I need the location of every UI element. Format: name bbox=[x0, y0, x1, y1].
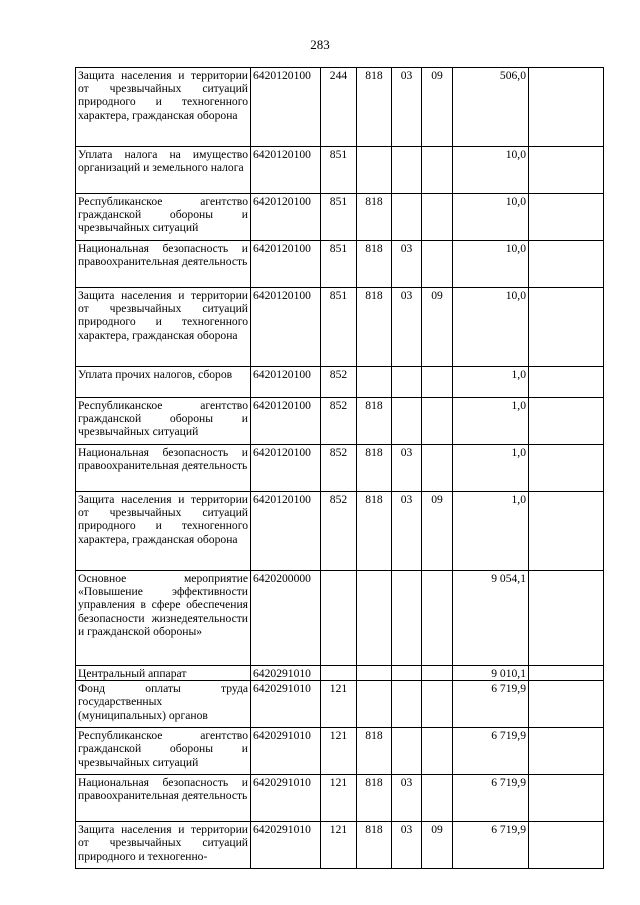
row-subsection-cell bbox=[422, 445, 453, 492]
row-name-cell: Национальная безопасность и правоохранительная деятельность bbox=[76, 241, 251, 288]
page-number: 283 bbox=[310, 37, 330, 52]
row-empty-cell bbox=[529, 666, 604, 681]
row-code-cell: 6420120100 bbox=[251, 288, 321, 367]
row-subsection-cell bbox=[422, 241, 453, 288]
row-section-cell bbox=[392, 147, 422, 194]
table-row bbox=[76, 194, 604, 241]
row-agency-cell bbox=[357, 571, 392, 666]
row-code-cell: 6420120100 bbox=[251, 398, 321, 445]
row-section-cell: 03 bbox=[392, 775, 422, 822]
row-agency-cell: 818 bbox=[357, 68, 392, 147]
row-code-cell: 6420120100 bbox=[251, 492, 321, 571]
row-empty-cell bbox=[529, 398, 604, 445]
row-amount-cell: 1,0 bbox=[453, 398, 529, 445]
row-code-cell: 6420291010 bbox=[251, 666, 321, 681]
row-empty-cell bbox=[529, 288, 604, 367]
row-expense-type-cell: 852 bbox=[321, 398, 357, 445]
row-empty-cell bbox=[529, 822, 604, 869]
table-row bbox=[76, 68, 604, 147]
row-subsection-cell bbox=[422, 775, 453, 822]
row-name-cell: Республиканское агентство гражданской обороны и чрезвычайных ситуаций bbox=[76, 194, 251, 241]
row-empty-cell bbox=[529, 241, 604, 288]
row-code-cell: 6420291010 bbox=[251, 822, 321, 869]
row-amount-cell: 9 010,1 bbox=[453, 666, 529, 681]
row-empty-cell bbox=[529, 147, 604, 194]
row-agency-cell bbox=[357, 666, 392, 681]
table-row bbox=[76, 147, 604, 194]
row-section-cell: 03 bbox=[392, 288, 422, 367]
row-expense-type-cell: 851 bbox=[321, 288, 357, 367]
row-agency-cell bbox=[357, 681, 392, 728]
row-subsection-cell bbox=[422, 367, 453, 398]
row-section-cell bbox=[392, 571, 422, 666]
row-empty-cell bbox=[529, 68, 604, 147]
row-subsection-cell bbox=[422, 194, 453, 241]
row-amount-cell: 1,0 bbox=[453, 445, 529, 492]
row-section-cell bbox=[392, 681, 422, 728]
row-section-cell bbox=[392, 194, 422, 241]
row-empty-cell bbox=[529, 194, 604, 241]
row-expense-type-cell: 121 bbox=[321, 822, 357, 869]
row-amount-cell: 1,0 bbox=[453, 492, 529, 571]
row-code-cell: 6420120100 bbox=[251, 445, 321, 492]
row-name-cell: Защита населения и территории от чрезвычайных ситуаций природного и техногенно- bbox=[76, 822, 251, 869]
row-subsection-cell bbox=[422, 681, 453, 728]
table-row bbox=[76, 822, 604, 869]
row-subsection-cell bbox=[422, 147, 453, 194]
row-subsection-cell bbox=[422, 398, 453, 445]
row-agency-cell: 818 bbox=[357, 398, 392, 445]
table-row bbox=[76, 445, 604, 492]
table-row bbox=[76, 775, 604, 822]
row-name-cell: Уплата налога на имущество организаций и земельного налога bbox=[76, 147, 251, 194]
row-subsection-cell: 09 bbox=[422, 68, 453, 147]
row-name-cell: Защита населения и территории от чрезвычайных ситуаций природного и техногенного характера, гражданская оборона bbox=[76, 288, 251, 367]
row-amount-cell: 506,0 bbox=[453, 68, 529, 147]
row-amount-cell: 1,0 bbox=[453, 367, 529, 398]
row-subsection-cell: 09 bbox=[422, 288, 453, 367]
row-section-cell bbox=[392, 728, 422, 775]
row-empty-cell bbox=[529, 571, 604, 666]
row-section-cell: 03 bbox=[392, 445, 422, 492]
row-agency-cell bbox=[357, 367, 392, 398]
row-expense-type-cell: 121 bbox=[321, 681, 357, 728]
row-agency-cell: 818 bbox=[357, 194, 392, 241]
row-code-cell: 6420120100 bbox=[251, 241, 321, 288]
row-agency-cell: 818 bbox=[357, 445, 392, 492]
row-agency-cell: 818 bbox=[357, 775, 392, 822]
table-row bbox=[76, 398, 604, 445]
row-expense-type-cell bbox=[321, 571, 357, 666]
row-amount-cell: 6 719,9 bbox=[453, 728, 529, 775]
row-expense-type-cell: 852 bbox=[321, 367, 357, 398]
row-expense-type-cell: 851 bbox=[321, 147, 357, 194]
row-amount-cell: 6 719,9 bbox=[453, 775, 529, 822]
row-subsection-cell: 09 bbox=[422, 492, 453, 571]
row-subsection-cell bbox=[422, 728, 453, 775]
table-row bbox=[76, 367, 604, 398]
row-amount-cell: 9 054,1 bbox=[453, 571, 529, 666]
row-name-cell: Защита населения и территории от чрезвычайных ситуаций природного и техногенного характера, гражданская оборона bbox=[76, 492, 251, 571]
row-amount-cell: 10,0 bbox=[453, 241, 529, 288]
row-name-cell: Фонд оплаты труда государственных (муниципальных) органов bbox=[76, 681, 251, 728]
row-amount-cell: 6 719,9 bbox=[453, 822, 529, 869]
row-section-cell: 03 bbox=[392, 241, 422, 288]
row-code-cell: 6420291010 bbox=[251, 681, 321, 728]
row-name-cell: Защита населения и территории от чрезвычайных ситуаций природного и техногенного характера, гражданская оборона bbox=[76, 68, 251, 147]
row-code-cell: 6420291010 bbox=[251, 728, 321, 775]
row-name-cell: Основное мероприятие «Повышение эффективности управления в сфере обеспечения безопасности жизнедеятельности и гражданской обороны» bbox=[76, 571, 251, 666]
row-code-cell: 6420291010 bbox=[251, 775, 321, 822]
table-row bbox=[76, 728, 604, 775]
row-subsection-cell bbox=[422, 571, 453, 666]
row-code-cell: 6420120100 bbox=[251, 147, 321, 194]
row-empty-cell bbox=[529, 681, 604, 728]
table-row bbox=[76, 571, 604, 666]
row-expense-type-cell: 851 bbox=[321, 194, 357, 241]
row-agency-cell: 818 bbox=[357, 241, 392, 288]
row-expense-type-cell: 852 bbox=[321, 445, 357, 492]
row-section-cell bbox=[392, 666, 422, 681]
row-code-cell: 6420120100 bbox=[251, 68, 321, 147]
row-agency-cell: 818 bbox=[357, 288, 392, 367]
row-name-cell: Центральный аппарат bbox=[76, 666, 251, 681]
row-subsection-cell bbox=[422, 666, 453, 681]
table-row bbox=[76, 492, 604, 571]
row-agency-cell: 818 bbox=[357, 728, 392, 775]
table-row bbox=[76, 288, 604, 367]
row-name-cell: Национальная безопасность и правоохранительная деятельность bbox=[76, 775, 251, 822]
table-row bbox=[76, 241, 604, 288]
row-subsection-cell: 09 bbox=[422, 822, 453, 869]
row-code-cell: 6420120100 bbox=[251, 194, 321, 241]
row-amount-cell: 10,0 bbox=[453, 194, 529, 241]
row-amount-cell: 10,0 bbox=[453, 288, 529, 367]
budget-table bbox=[75, 67, 604, 869]
row-name-cell: Национальная безопасность и правоохранительная деятельность bbox=[76, 445, 251, 492]
row-empty-cell bbox=[529, 728, 604, 775]
row-section-cell bbox=[392, 367, 422, 398]
row-expense-type-cell: 244 bbox=[321, 68, 357, 147]
row-expense-type-cell: 121 bbox=[321, 728, 357, 775]
row-expense-type-cell: 851 bbox=[321, 241, 357, 288]
row-empty-cell bbox=[529, 492, 604, 571]
row-empty-cell bbox=[529, 775, 604, 822]
row-section-cell bbox=[392, 398, 422, 445]
row-section-cell: 03 bbox=[392, 68, 422, 147]
table-row bbox=[76, 681, 604, 728]
row-code-cell: 6420200000 bbox=[251, 571, 321, 666]
row-empty-cell bbox=[529, 445, 604, 492]
row-name-cell: Уплата прочих налогов, сборов bbox=[76, 367, 251, 398]
table-row bbox=[76, 666, 604, 681]
table-body bbox=[76, 68, 604, 869]
row-expense-type-cell: 121 bbox=[321, 775, 357, 822]
row-amount-cell: 10,0 bbox=[453, 147, 529, 194]
row-agency-cell: 818 bbox=[357, 492, 392, 571]
row-name-cell: Республиканское агентство гражданской обороны и чрезвычайных ситуаций bbox=[76, 398, 251, 445]
row-empty-cell bbox=[529, 367, 604, 398]
row-agency-cell bbox=[357, 147, 392, 194]
row-section-cell: 03 bbox=[392, 822, 422, 869]
row-expense-type-cell: 852 bbox=[321, 492, 357, 571]
row-amount-cell: 6 719,9 bbox=[453, 681, 529, 728]
row-expense-type-cell bbox=[321, 666, 357, 681]
row-agency-cell: 818 bbox=[357, 822, 392, 869]
row-section-cell: 03 bbox=[392, 492, 422, 571]
row-name-cell: Республиканское агентство гражданской обороны и чрезвычайных ситуаций bbox=[76, 728, 251, 775]
row-code-cell: 6420120100 bbox=[251, 367, 321, 398]
